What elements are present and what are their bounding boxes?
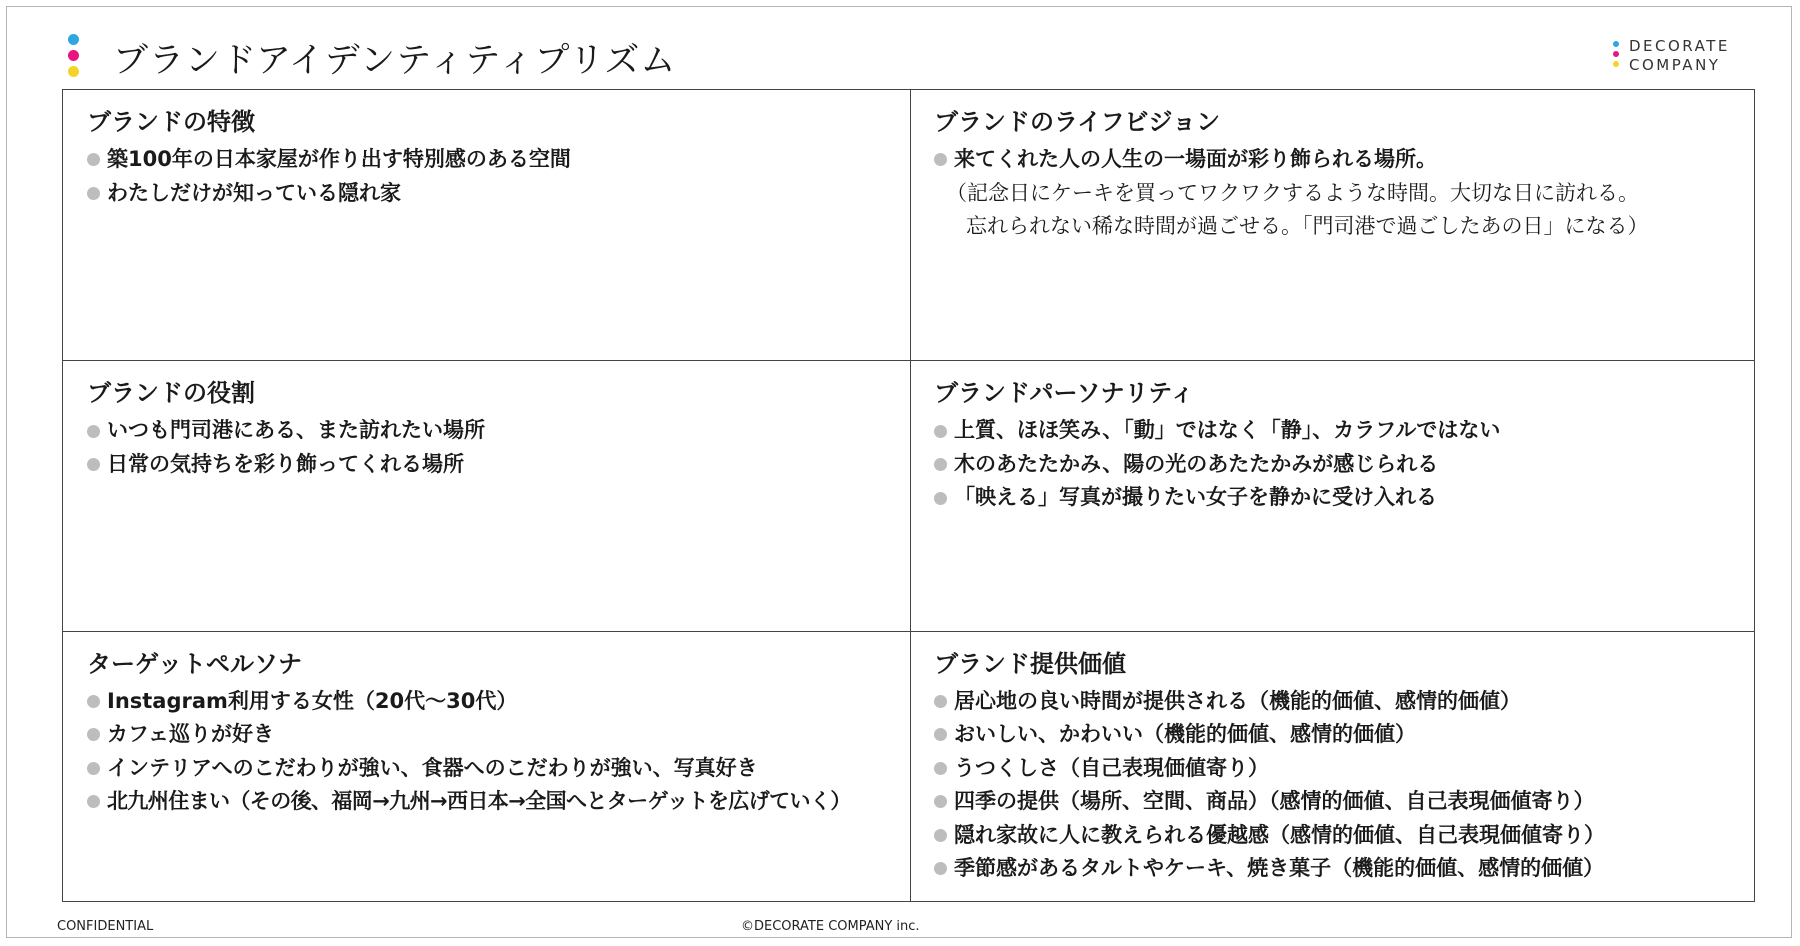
cyan-dot bbox=[68, 34, 79, 45]
cell-brand-role bbox=[63, 360, 910, 630]
cell-title: ブランドのライフビジョン bbox=[934, 108, 1221, 136]
list-item: うつくしさ（自己表現価値寄り） bbox=[934, 752, 1754, 786]
cell-title: ブランドパーソナリティ bbox=[934, 379, 1195, 408]
note-line: （記念日にケーキを買ってワクワクするような時間。大切な日に訪れる。 bbox=[946, 180, 1639, 205]
bullet-icon bbox=[934, 695, 947, 708]
yellow-dot bbox=[68, 66, 79, 77]
bullet-icon bbox=[934, 153, 947, 166]
bullet-icon bbox=[87, 795, 100, 808]
cell-life-vision bbox=[910, 90, 1754, 360]
bullet-icon bbox=[934, 829, 947, 842]
cell-title: ブランド提供価値 bbox=[934, 649, 1126, 678]
cell-title: ブランドの役割 bbox=[87, 379, 255, 408]
cell-brand-features bbox=[63, 90, 910, 360]
bullet-icon bbox=[87, 425, 100, 438]
bullet-icon bbox=[934, 862, 947, 875]
list-item: 四季の提供（場所、空間、商品）（感情的価値、自己表現価値寄り） bbox=[934, 785, 1754, 819]
list-item: 北九州住まい（その後、福岡→九州→西日本→全国へとターゲットを広げていく） bbox=[87, 785, 910, 819]
page-title: ブランドアイデンティティプリズム bbox=[113, 41, 677, 81]
slide bbox=[6, 6, 1792, 938]
list-item: 築100年の日本家屋が作り出す特別感のある空間 bbox=[87, 143, 910, 177]
list-item: おいしい、かわいい（機能的価値、感情的価値） bbox=[934, 718, 1754, 752]
logo-line-2: COMPANY bbox=[1629, 56, 1721, 74]
bullet-icon bbox=[934, 492, 947, 505]
bullet-icon bbox=[934, 795, 947, 808]
list-item: カフェ巡りが好き bbox=[87, 718, 910, 752]
logo-magenta-dot bbox=[1613, 51, 1619, 57]
bullet-icon bbox=[87, 762, 100, 775]
list-item: 日常の気持ちを彩り飾ってくれる場所 bbox=[87, 448, 910, 482]
list-item: わたしだけが知っている隠れ家 bbox=[87, 177, 910, 211]
bullet-icon bbox=[87, 153, 100, 166]
bullet-icon bbox=[934, 458, 947, 471]
list-item: 上質、ほほ笑み、「動」ではなく「静」、カラフルではない bbox=[934, 414, 1754, 448]
bullet-icon bbox=[934, 762, 947, 775]
footer-confidential: CONFIDENTIAL bbox=[57, 919, 154, 934]
logo-line-1: DECORATE bbox=[1629, 37, 1730, 55]
note-line: 忘れられない稀な時間が過ごせる。「門司港で過ごしたあの日」になる） bbox=[966, 214, 1649, 238]
cell-brand-personality bbox=[910, 360, 1754, 630]
cell-title: ターゲットペルソナ bbox=[87, 649, 303, 678]
cell-target-persona bbox=[63, 631, 910, 901]
brand-dots bbox=[68, 34, 80, 82]
list-item: 「映える」写真が撮りたい女子を静かに受け入れる bbox=[934, 481, 1754, 515]
cell-brand-value bbox=[910, 631, 1754, 901]
list-item: 隠れ家故に人に教えられる優越感（感情的価値、自己表現価値寄り） bbox=[934, 819, 1754, 853]
list-item: 木のあたたかみ、陽の光のあたたかみが感じられる bbox=[934, 448, 1754, 482]
list-item: インテリアへのこだわりが強い、食器へのこだわりが強い、写真好き bbox=[87, 752, 910, 786]
bullet-icon bbox=[87, 458, 100, 471]
bullet-icon bbox=[934, 728, 947, 741]
magenta-dot bbox=[68, 50, 79, 61]
list-item: Instagram利用する女性（20代～30代） bbox=[87, 685, 910, 719]
cell-title: ブランドの特徴 bbox=[87, 108, 255, 136]
bullet-icon bbox=[87, 187, 100, 200]
list-item: 居心地の良い時間が提供される（機能的価値、感情的価値） bbox=[934, 685, 1754, 719]
bullet-icon bbox=[934, 425, 947, 438]
list-item: 季節感があるタルトやケーキ、焼き菓子（機能的価値、感情的価値） bbox=[934, 852, 1754, 886]
footer-copyright: ©DECORATE COMPANY inc. bbox=[741, 919, 920, 934]
logo-cyan-dot bbox=[1613, 41, 1619, 47]
bullet-icon bbox=[87, 695, 100, 708]
prism-grid bbox=[62, 89, 1755, 902]
logo-yellow-dot bbox=[1613, 61, 1619, 67]
bullet-icon bbox=[87, 728, 100, 741]
list-item: 来てくれた人の人生の一場面が彩り飾られる場所。 bbox=[934, 143, 1754, 177]
list-item: いつも門司港にある、また訪れたい場所 bbox=[87, 414, 910, 448]
